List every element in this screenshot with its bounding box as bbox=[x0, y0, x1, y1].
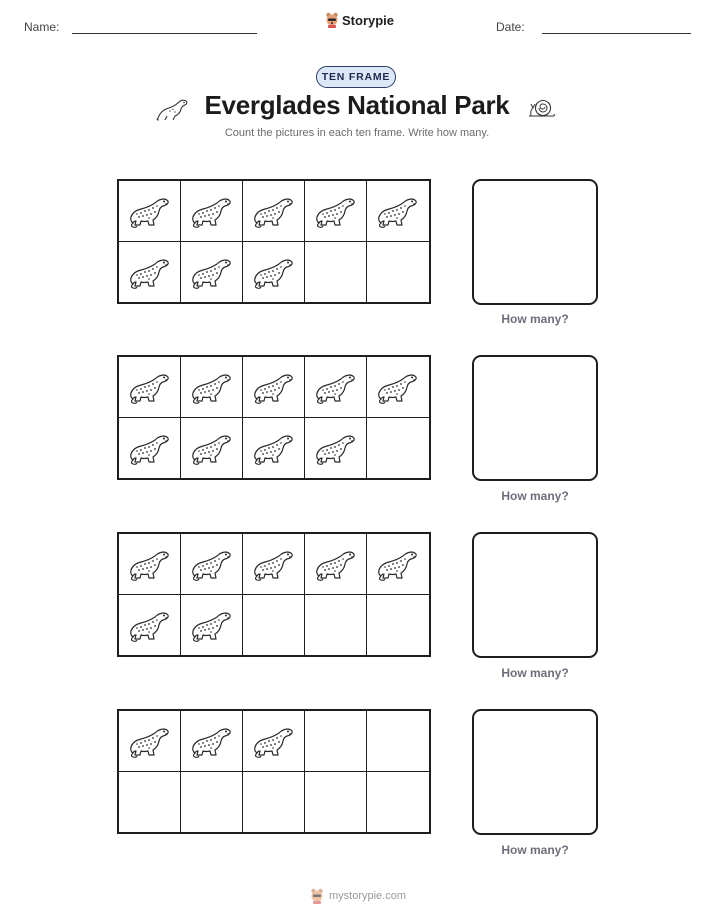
lizard-icon bbox=[189, 607, 235, 643]
ten-frame-3 bbox=[117, 532, 431, 657]
lizard-icon bbox=[127, 723, 173, 759]
lizard-icon bbox=[251, 430, 297, 466]
answer-box-2[interactable] bbox=[472, 355, 598, 481]
lizard-icon bbox=[251, 723, 297, 759]
empty-cell bbox=[305, 595, 367, 656]
brand-name: Storypie bbox=[342, 12, 395, 28]
lizard-icon bbox=[313, 193, 359, 229]
empty-cell bbox=[367, 242, 429, 303]
lizard-icon bbox=[375, 369, 421, 405]
lizard-icon bbox=[313, 430, 359, 466]
filled-cell bbox=[243, 181, 305, 242]
lizard-icon bbox=[127, 430, 173, 466]
filled-cell bbox=[367, 534, 429, 595]
empty-cell bbox=[305, 242, 367, 303]
ten-frame-1 bbox=[117, 179, 431, 304]
lizard-icon bbox=[127, 369, 173, 405]
snail-icon bbox=[527, 96, 557, 120]
empty-cell bbox=[243, 772, 305, 833]
empty-cell bbox=[181, 772, 243, 833]
filled-cell bbox=[181, 242, 243, 303]
lizard-icon bbox=[251, 546, 297, 582]
filled-cell bbox=[181, 534, 243, 595]
filled-cell bbox=[305, 534, 367, 595]
lizard-icon bbox=[189, 193, 235, 229]
storypie-mascot-icon bbox=[325, 12, 339, 28]
filled-cell bbox=[181, 595, 243, 656]
empty-cell bbox=[305, 772, 367, 833]
how-many-label-1: How many? bbox=[501, 312, 569, 326]
lizard-icon bbox=[127, 193, 173, 229]
lizard-icon bbox=[127, 546, 173, 582]
filled-cell bbox=[305, 418, 367, 479]
filled-cell bbox=[119, 418, 181, 479]
filled-cell bbox=[243, 711, 305, 772]
ten-frame-2 bbox=[117, 355, 431, 480]
footer bbox=[310, 888, 406, 904]
lizard-icon bbox=[375, 546, 421, 582]
how-many-label-4: How many? bbox=[501, 843, 569, 857]
date-label: Date: bbox=[496, 20, 525, 34]
filled-cell bbox=[243, 357, 305, 418]
filled-cell bbox=[367, 357, 429, 418]
lizard-icon bbox=[189, 723, 235, 759]
filled-cell bbox=[181, 711, 243, 772]
answer-box-1[interactable] bbox=[472, 179, 598, 305]
footer-url[interactable]: mystorypie.com bbox=[329, 890, 407, 902]
lizard-icon bbox=[313, 369, 359, 405]
filled-cell bbox=[243, 534, 305, 595]
name-line[interactable] bbox=[72, 33, 257, 34]
lizard-icon bbox=[189, 430, 235, 466]
filled-cell bbox=[119, 181, 181, 242]
lizard-icon bbox=[127, 607, 173, 643]
filled-cell bbox=[243, 242, 305, 303]
lizard-icon bbox=[189, 254, 235, 290]
filled-cell bbox=[181, 357, 243, 418]
filled-cell bbox=[181, 418, 243, 479]
date-line[interactable] bbox=[542, 33, 691, 34]
answer-box-4[interactable] bbox=[472, 709, 598, 835]
brand-logo bbox=[325, 12, 394, 28]
empty-cell bbox=[305, 711, 367, 772]
empty-cell bbox=[367, 418, 429, 479]
filled-cell bbox=[119, 595, 181, 656]
ten-frame-4 bbox=[117, 709, 431, 834]
storypie-mascot-icon bbox=[310, 888, 324, 904]
lizard-icon bbox=[313, 546, 359, 582]
filled-cell bbox=[305, 357, 367, 418]
name-label: Name: bbox=[24, 20, 60, 34]
lizard-icon bbox=[127, 254, 173, 290]
page-title: Everglades National Park bbox=[204, 90, 510, 120]
how-many-label-2: How many? bbox=[501, 489, 569, 503]
filled-cell bbox=[119, 242, 181, 303]
instructions: Count the pictures in each ten frame. Write how many. bbox=[224, 127, 490, 139]
empty-cell bbox=[367, 711, 429, 772]
lizard-icon bbox=[251, 193, 297, 229]
lizard-icon bbox=[251, 369, 297, 405]
filled-cell bbox=[181, 181, 243, 242]
empty-cell bbox=[243, 595, 305, 656]
filled-cell bbox=[305, 181, 367, 242]
empty-cell bbox=[367, 595, 429, 656]
lizard-icon bbox=[251, 254, 297, 290]
answer-box-3[interactable] bbox=[472, 532, 598, 658]
filled-cell bbox=[119, 357, 181, 418]
filled-cell bbox=[119, 711, 181, 772]
filled-cell bbox=[243, 418, 305, 479]
how-many-label-3: How many? bbox=[501, 666, 569, 680]
empty-cell bbox=[367, 772, 429, 833]
ten-frame-badge: TEN FRAME bbox=[316, 66, 396, 88]
empty-cell bbox=[119, 772, 181, 833]
lizard-icon bbox=[189, 369, 235, 405]
lizard-icon bbox=[375, 193, 421, 229]
filled-cell bbox=[119, 534, 181, 595]
filled-cell bbox=[367, 181, 429, 242]
lizard-icon bbox=[189, 546, 235, 582]
